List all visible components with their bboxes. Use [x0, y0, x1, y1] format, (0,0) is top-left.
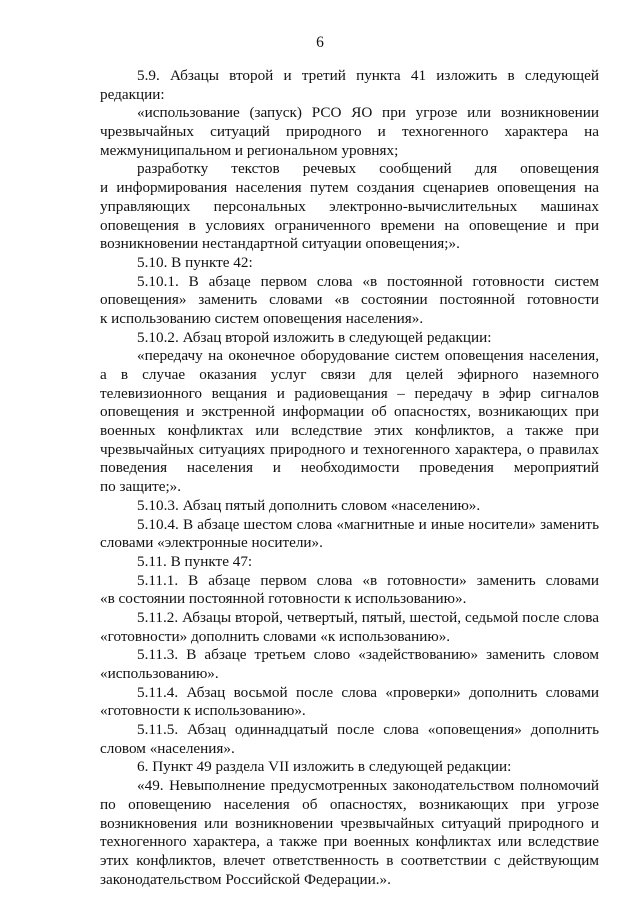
text-line: 5.10.2. Абзац второй изложить в следующей редакции: — [137, 328, 492, 346]
text-line: чрезвычайных ситуаций природного и техногенного характера на — [100, 123, 599, 141]
text-line: «49. Невыполнение предусмотренных законодательством полномочий — [137, 777, 599, 795]
text-line: «использование (запуск) РСО ЯО при угрозе или возникновении — [137, 104, 599, 122]
text-line: возникновении нестандартной ситуации оповещения;». — [100, 235, 460, 253]
text-line: 5.11.3. В абзаце третьем слово «задействованию» заменить словом — [137, 646, 599, 664]
text-line: словом «населения». — [100, 739, 235, 757]
text-line: законодательством Российской Федерации.». — [100, 870, 391, 888]
text-line: оповещения в условиях ограниченного времени на оповещение и при — [100, 216, 599, 234]
text-line: чрезвычайных ситуациях природного и техногенного характера, о правилах — [100, 440, 599, 458]
text-line: по оповещению населения об опасностях, возникающих при угрозе — [100, 795, 599, 813]
page-number: 6 — [316, 34, 324, 51]
text-line: телевизионного вещания и радиовещания – передачу в эфир сигналов — [100, 384, 599, 402]
text-line: а в случае оказания услуг связи для целей эфирного наземного — [100, 366, 599, 383]
text-line: редакции: — [100, 85, 165, 103]
text-line: 5.11.4. Абзац восьмой после слова «проверки» дополнить словами — [137, 683, 599, 701]
text-line: 5.11. В пункте 47: — [137, 552, 253, 570]
text-line: оповещения» заменить словами «в состоянии постоянной готовности — [100, 291, 599, 309]
text-line: этих конфликтов, влечет ответственность в соответствии с действующим — [100, 851, 599, 869]
text-line: по защите;». — [100, 478, 182, 496]
text-line: 5.9. Абзацы второй и третий пункта 41 изложить в следующей — [137, 67, 599, 84]
text-line: 5.10.4. В абзаце шестом слова «магнитные и иные носители» заменить — [137, 515, 599, 533]
text-line: «передачу на оконечное оборудование систем оповещения населения, — [137, 347, 599, 365]
text-line: «готовности к использованию». — [100, 702, 306, 720]
text-line: «использованию». — [100, 665, 219, 682]
text-line: оповещения и экстренной информации об опасностях, возникающих при — [100, 403, 599, 421]
text-line: к использованию систем оповещения населения». — [100, 309, 424, 327]
document-body — [100, 67, 599, 889]
text-line: 5.11.5. Абзац одиннадцатый после слова «оповещения» дополнить — [137, 721, 599, 739]
text-line: 5.10.3. Абзац пятый дополнить словом «населению». — [137, 496, 481, 514]
text-line: 5.10.1. В абзаце первом слова «в постоянной готовности систем — [137, 272, 599, 290]
text-line: поведения населения и необходимости проведения мероприятий — [100, 459, 599, 477]
text-line: 5.11.2. Абзацы второй, четвертый, пятый, шестой, седьмой после слова — [137, 608, 599, 626]
text-line: 5.11.1. В абзаце первом слова «в готовности» заменить словами — [137, 571, 599, 589]
text-line: межмуниципальном и региональном уровнях; — [100, 141, 399, 159]
text-line: 6. Пункт 49 раздела VII изложить в следующей редакции: — [137, 758, 512, 776]
text-line: управляющих персональных электронно-вычислительных машинах — [100, 197, 599, 215]
text-line: техногенного характера, а также при военных конфликтах или вследствие — [100, 833, 599, 851]
text-line: словами «электронные носители». — [100, 534, 323, 552]
text-line: и информирования населения путем создания сценариев оповещения на — [100, 179, 599, 197]
text-line: «в состоянии постоянной готовности к использованию». — [100, 590, 467, 608]
text-line: военных конфликтах или вследствие этих конфликтов, а также при — [100, 422, 599, 440]
text-line: «готовности» дополнить словами «к использованию». — [100, 627, 451, 645]
text-line: 5.10. В пункте 42: — [137, 253, 253, 271]
text-line: разработку текстов речевых сообщений для оповещения — [137, 160, 599, 178]
text-line: возникновения или возникновении чрезвычайных ситуаций природного и — [100, 814, 599, 832]
